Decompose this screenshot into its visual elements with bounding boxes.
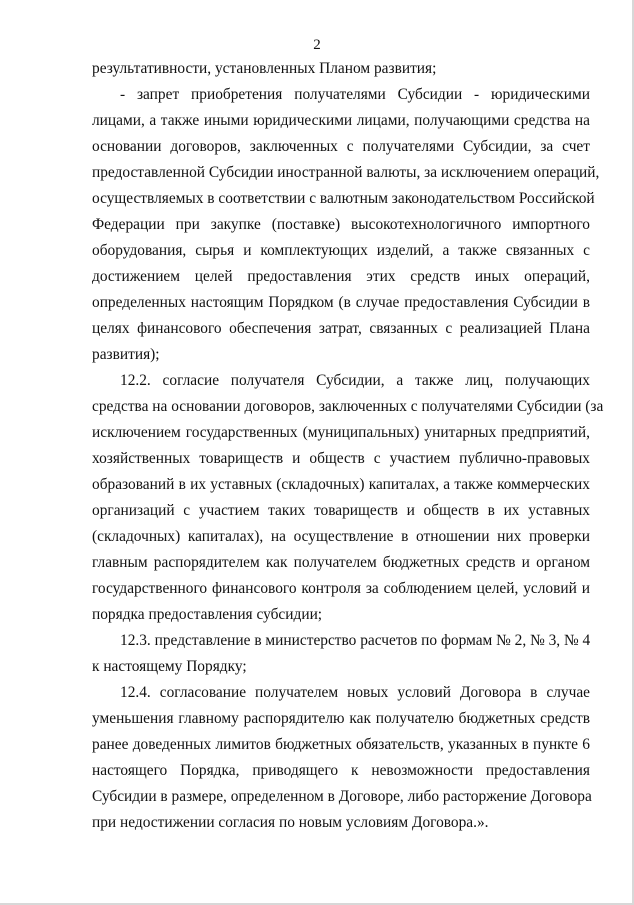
text-line: хозяйственных товариществ и обществ с участием публично-правовых — [92, 450, 590, 467]
text-line: развития); — [92, 346, 160, 363]
text-line: - запрет приобретения получателями Субсидии - юридическими — [120, 86, 590, 103]
text-line: основании договоров, заключенных с получателями Субсидии, за счет — [92, 138, 590, 155]
text-line: 12.2. согласие получателя Субсидии, а также лиц, получающих — [120, 372, 590, 389]
text-line: образований в их уставных (складочных) капиталах, а также коммерческих — [92, 476, 590, 493]
text-line: уменьшения главному распорядителю как получателю бюджетных средств — [92, 710, 590, 727]
text-line: Федерации при закупке (поставке) высокотехнологичного импортного — [92, 216, 590, 233]
text-line: настоящего Порядка, приводящего к невозможности предоставления — [92, 762, 590, 779]
text-line: 12.4. согласование получателем новых условий Договора в случае — [120, 684, 590, 701]
page-number: 2 — [313, 37, 321, 53]
text-line: к настоящему Порядку; — [92, 658, 247, 675]
text-line: результативности, установленных Планом развития; — [92, 60, 437, 77]
text-line: организаций с участием таких товариществ и обществ в их уставных — [92, 502, 590, 519]
text-line: достижением целей предоставления этих средств иных операций, — [92, 268, 590, 285]
text-line: при недостижении согласия по новым условиям Договора.». — [92, 814, 489, 831]
text-line: главным распорядителем как получателем бюджетных средств и органом — [92, 554, 590, 571]
text-line: целях финансового обеспечения затрат, связанных с реализацией Плана — [92, 320, 590, 337]
text-line: лицами, а также иными юридическими лицами, получающими средства на — [92, 112, 590, 129]
text-line: осуществляемых в соответствии с валютным законодательством Российской — [92, 190, 595, 207]
text-line: 12.3. представление в министерство расчетов по формам № 2, № 3, № 4 — [120, 632, 591, 649]
text-line: Субсидии в размере, определенном в Договоре, либо расторжение Договора — [92, 788, 592, 805]
text-line: порядка предоставления субсидии; — [92, 606, 323, 623]
text-line: ранее доведенных лимитов бюджетных обязательств, указанных в пункте 6 — [92, 736, 590, 753]
text-line: исключением государственных (муниципальных) унитарных предприятий, — [92, 424, 590, 441]
text-line: (складочных) капиталах), на осуществление в отношении них проверки — [92, 528, 590, 545]
text-line: оборудования, сырья и комплектующих изделий, а также связанных с — [92, 242, 590, 259]
text-line: средства на основании договоров, заключенных с получателями Субсидии (за — [92, 398, 604, 415]
text-line: определенных настоящим Порядком (в случае предоставления Субсидии в — [92, 294, 590, 311]
text-line: предоставленной Субсидии иностранной валюты, за исключением операций, — [92, 164, 600, 181]
text-line: государственного финансового контроля за соблюдением целей, условий и — [92, 580, 590, 597]
document-body — [92, 56, 604, 836]
